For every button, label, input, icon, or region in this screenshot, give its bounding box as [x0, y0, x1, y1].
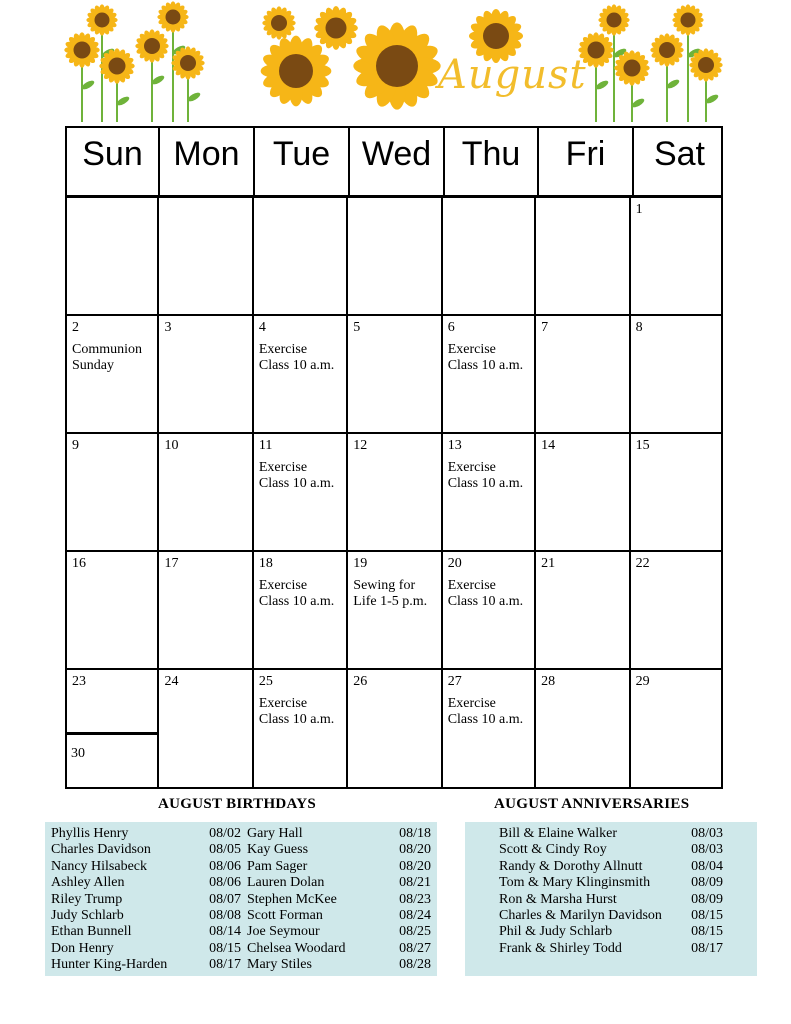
anniversary-row [499, 892, 723, 908]
day-cell [67, 552, 159, 668]
day-number: 19 [353, 556, 368, 571]
entry-date: 08/23 [399, 891, 431, 907]
day-event: Exercise Class 10 a.m. [447, 342, 524, 373]
day-cell [536, 670, 630, 788]
birthday-row [51, 957, 241, 973]
day-number: 3 [164, 320, 172, 335]
entry-name: Bill & Elaine Walker [499, 826, 617, 841]
day-cell [67, 434, 159, 550]
anniversary-row [499, 842, 723, 858]
day-cell [631, 316, 721, 432]
day-number: 22 [635, 556, 650, 571]
day-cell [67, 316, 159, 432]
entry-name: Ethan Bunnell [51, 924, 132, 940]
sunflower-icon [261, 36, 332, 107]
entry-date: 08/08 [209, 908, 241, 924]
sunflower-header-art [0, 0, 791, 126]
entry-date: 08/09 [691, 891, 723, 907]
day-number: 11 [258, 438, 273, 453]
anniversary-row [499, 924, 723, 940]
day-number: 15 [635, 438, 650, 453]
birthday-row [51, 924, 241, 940]
entry-date: 08/20 [399, 858, 431, 874]
entry-date: 08/14 [209, 924, 241, 940]
day-cell [348, 434, 442, 550]
birthday-row [247, 875, 431, 891]
day-event: Exercise Class 10 a.m. [258, 342, 335, 373]
birthday-row [51, 908, 241, 924]
entry-date: 08/03 [691, 826, 723, 841]
entry-date: 08/21 [399, 875, 431, 891]
birthday-row [247, 908, 431, 924]
sunflower-icon [650, 33, 683, 122]
birthday-row [51, 892, 241, 908]
entry-name: Lauren Dolan [247, 875, 325, 891]
anniversaries-list [465, 822, 757, 976]
day-event: Exercise Class 10 a.m. [258, 696, 335, 727]
entry-name: Scott & Cindy Roy [499, 842, 607, 858]
day-number: 8 [635, 320, 643, 335]
entry-name: Kay Guess [247, 842, 309, 858]
day-cell [67, 670, 159, 788]
birthday-row [51, 842, 241, 858]
day-cell [536, 434, 630, 550]
day-number: 30 [71, 746, 85, 761]
day-number: 12 [353, 438, 368, 453]
sunflower-icon [614, 50, 649, 122]
entry-name: Joe Seymour [247, 924, 320, 940]
entry-name: Phil & Judy Schlarb [499, 924, 613, 940]
birthday-row [51, 941, 241, 957]
sunflower-icon [135, 29, 168, 122]
day-cell [159, 198, 253, 314]
entry-name: Tom & Mary Klinginsmith [499, 875, 651, 891]
entry-name: Charles Davidson [51, 842, 151, 858]
entry-date: 08/17 [209, 957, 241, 973]
entry-name: Chelsea Woodard [247, 940, 346, 956]
entry-name: Ashley Allen [51, 875, 125, 891]
day-cell [348, 198, 442, 314]
entry-date: 08/15 [691, 908, 723, 924]
day-cell [631, 434, 721, 550]
day-event: Communion Sunday [72, 342, 143, 373]
day-number: 13 [447, 438, 462, 453]
day-event: Exercise Class 10 a.m. [447, 696, 524, 727]
day-number: 7 [541, 320, 549, 335]
day-number: 14 [541, 438, 556, 453]
day-cell [631, 198, 721, 314]
day-cell [254, 316, 348, 432]
day-cell [536, 198, 630, 314]
entry-name: Gary Hall [247, 826, 303, 841]
calendar-week [67, 434, 721, 552]
day-cell [348, 670, 442, 788]
day-number: 16 [72, 556, 86, 571]
entry-name: Judy Schlarb [51, 908, 124, 924]
entry-name: Hunter King-Harden [51, 957, 168, 973]
entry-name: Pam Sager [247, 858, 308, 874]
anniversary-row [499, 875, 723, 891]
day-header-tue: Tue [255, 128, 350, 195]
entry-name: Ron & Marsha Hurst [499, 891, 617, 907]
birthday-row [247, 826, 431, 842]
day-number: 25 [258, 674, 273, 689]
entry-date: 08/06 [209, 858, 241, 874]
day-cell [348, 316, 442, 432]
calendar-grid [65, 126, 723, 789]
anniversary-row [499, 859, 723, 875]
birthdays-title: AUGUST BIRTHDAYS [158, 796, 317, 812]
entry-date: 08/24 [399, 908, 431, 924]
entry-date: 08/15 [691, 924, 723, 940]
day-number: 10 [164, 438, 179, 453]
day-event: Exercise Class 10 a.m. [447, 460, 524, 491]
birthday-row [247, 957, 431, 973]
anniversaries-title: AUGUST ANNIVERSARIES [494, 796, 690, 812]
day-cell [443, 198, 536, 314]
entry-date: 08/02 [209, 826, 241, 841]
day-event: Exercise Class 10 a.m. [258, 578, 335, 609]
sunflower-icon [171, 46, 204, 122]
month-title: August [438, 52, 587, 98]
day-number: 23 [72, 674, 86, 689]
sunflower-icon [262, 6, 295, 39]
birthday-row [51, 875, 241, 891]
cell-divider [67, 732, 159, 735]
day-cell [67, 198, 159, 314]
calendar-body [67, 198, 721, 788]
day-cell [536, 316, 630, 432]
birthday-row [247, 859, 431, 875]
birthday-row [51, 859, 241, 875]
day-event: Exercise Class 10 a.m. [447, 578, 524, 609]
day-number: 18 [258, 556, 273, 571]
entry-name: Stephen McKee [247, 891, 337, 907]
entry-date: 08/05 [209, 842, 241, 858]
sunflower-icon [314, 6, 358, 50]
day-header-sun: Sun [67, 128, 160, 195]
entry-date: 08/03 [691, 842, 723, 858]
day-number: 5 [353, 320, 361, 335]
birthday-row [247, 941, 431, 957]
sunflower-icon [64, 32, 99, 122]
day-event: Sewing for Life 1-5 p.m. [353, 578, 428, 609]
birthday-row [51, 826, 241, 842]
day-number: 21 [541, 556, 556, 571]
day-event: Exercise Class 10 a.m. [258, 460, 335, 491]
day-cell [254, 434, 348, 550]
calendar-header-row [67, 128, 721, 198]
birthdays-column-1 [51, 826, 241, 974]
entry-name: Randy & Dorothy Allnutt [499, 858, 643, 874]
entry-date: 08/07 [209, 891, 241, 907]
day-header-thu: Thu [445, 128, 539, 195]
day-cell [443, 670, 536, 788]
day-number: 6 [447, 320, 455, 335]
calendar-week [67, 552, 721, 670]
anniversary-row [499, 826, 723, 842]
day-cell [254, 670, 348, 788]
entry-date: 08/04 [691, 858, 723, 874]
birthday-row [247, 892, 431, 908]
day-cell [443, 316, 536, 432]
entry-date: 08/18 [399, 826, 431, 841]
calendar-week [67, 198, 721, 316]
anniversaries-column [499, 826, 723, 957]
birthday-row [247, 924, 431, 940]
entry-name: Scott Forman [247, 908, 323, 924]
day-number: 29 [635, 674, 650, 689]
entry-name: Frank & Shirley Todd [499, 940, 622, 956]
day-header-sat: Sat [653, 135, 706, 173]
sunflower-icon [689, 48, 722, 122]
entry-date: 08/25 [399, 924, 431, 940]
entry-date: 08/28 [399, 957, 431, 973]
day-number: 2 [72, 320, 79, 335]
entry-name: Mary Stiles [247, 957, 312, 973]
day-number: 20 [447, 556, 462, 571]
day-number: 17 [164, 556, 179, 571]
entry-name: Charles & Marilyn Davidson [499, 908, 662, 924]
day-cell [443, 434, 536, 550]
entry-name: Phyllis Henry [51, 826, 129, 841]
day-number: 1 [635, 202, 643, 217]
entry-name: Riley Trump [51, 891, 123, 907]
day-number: 26 [353, 674, 368, 689]
day-number: 9 [72, 438, 79, 453]
day-number: 4 [258, 320, 266, 335]
sunflower-icon [353, 22, 440, 109]
entry-date: 08/09 [691, 875, 723, 891]
entry-date: 08/27 [399, 940, 431, 956]
entry-name: Nancy Hilsabeck [51, 858, 148, 874]
day-cell [536, 552, 630, 668]
day-cell [254, 198, 348, 314]
day-cell [159, 670, 253, 788]
day-cell [254, 552, 348, 668]
calendar-week [67, 670, 721, 788]
birthday-row [247, 842, 431, 858]
entry-date: 08/06 [209, 875, 241, 891]
day-cell [631, 552, 721, 668]
entry-date: 08/20 [399, 842, 431, 858]
day-cell [443, 552, 536, 668]
anniversary-row [499, 908, 723, 924]
day-header-fri: Fri [539, 128, 634, 195]
day-cell [159, 434, 253, 550]
day-cell [159, 552, 253, 668]
sunflower-icon [99, 48, 134, 122]
day-number: 24 [164, 674, 179, 689]
entry-date: 08/17 [691, 940, 723, 956]
day-cell [159, 316, 253, 432]
day-cell [348, 552, 442, 668]
day-header-mon: Mon [160, 128, 255, 195]
entry-date: 08/15 [209, 940, 241, 956]
day-cell [631, 670, 721, 788]
day-header-wed: Wed [350, 128, 445, 195]
day-number: 28 [541, 674, 556, 689]
day-number: 27 [447, 674, 462, 689]
birthdays-list [45, 822, 437, 976]
calendar-week [67, 316, 721, 434]
anniversary-row [499, 941, 723, 957]
birthdays-column-2 [247, 826, 431, 974]
entry-name: Don Henry [51, 940, 114, 956]
